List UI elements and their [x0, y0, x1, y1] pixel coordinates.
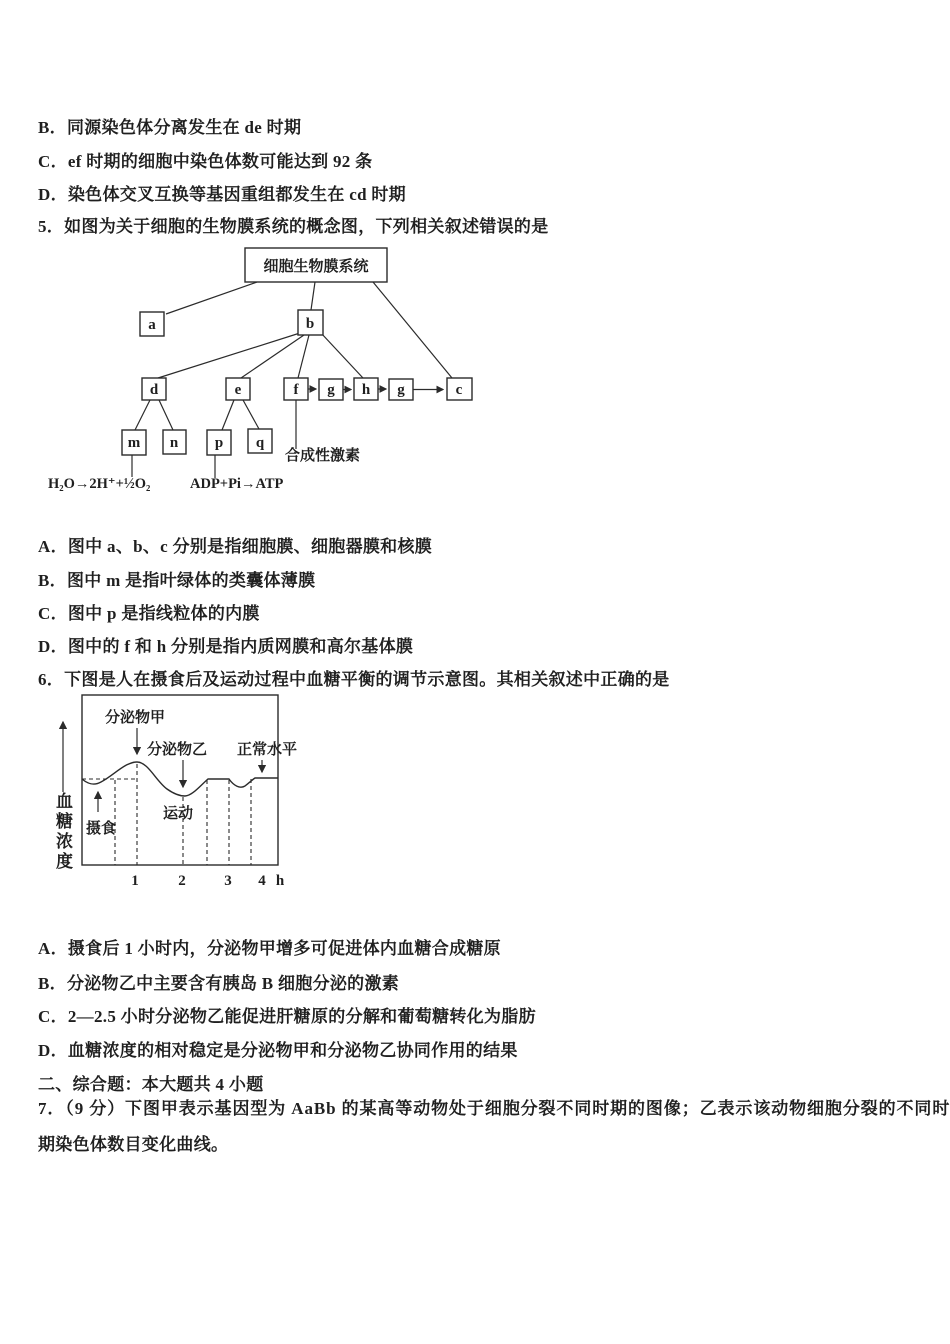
node-g1-label: g — [327, 382, 335, 398]
q4-option-c: C．ef 时期的细胞中染色体数可能达到 92 条 — [38, 152, 373, 171]
node-q-label: q — [255, 435, 265, 451]
node-n-label: n — [169, 435, 179, 451]
secretion-b-label: 分泌物乙 — [147, 742, 208, 758]
q5-option-c: C．图中 p 是指线粒体的内膜 — [38, 604, 260, 623]
section-2-header: 二、综合题：本大题共 4 小题 — [38, 1075, 264, 1094]
q4-option-b: B．同源染色体分离发生在 de 时期 — [38, 118, 302, 137]
atp-equation: ADP+Pi→ATP — [190, 476, 284, 492]
node-f-label: f — [293, 382, 299, 398]
node-h-label: h — [361, 382, 371, 398]
q5-option-d: D．图中的 f 和 h 分别是指内质网膜和高尔基体膜 — [38, 637, 414, 656]
q6-stem: 6．下图是人在摄食后及运动过程中血糖平衡的调节示意图。其相关叙述中正确的是 — [38, 670, 670, 689]
q5-stem: 5．如图为关于细胞的生物膜系统的概念图，下列相关叙述错误的是 — [38, 217, 549, 236]
q6-option-c: C．2—2.5 小时分泌物乙能促进肝糖原的分解和葡萄糖转化为脂肪 — [38, 1007, 536, 1026]
blood-sugar-graph — [40, 688, 320, 903]
y-axis-label: 血糖浓度 — [53, 792, 72, 872]
tick-2: 2 — [178, 873, 186, 889]
biomembrane-concept-diagram — [40, 246, 490, 498]
x-unit-label: h — [275, 873, 285, 889]
node-d-label: d — [149, 382, 159, 398]
q5-option-a: A．图中 a、b、c 分别是指细胞膜、细胞器膜和核膜 — [38, 537, 433, 556]
q6-option-d: D．血糖浓度的相对稳定是分泌物甲和分泌物乙协同作用的结果 — [38, 1041, 518, 1060]
tick-4: 4 — [258, 873, 266, 889]
tick-1: 1 — [131, 873, 139, 889]
blood-sugar-plot — [40, 688, 320, 903]
eating-label: 摄食 — [86, 821, 117, 837]
q7-stem-line-1: 7．（9 分）下图甲表示基因型为 AaBb 的某高等动物处于细胞分裂不同时期的图像；乙表示该动物细胞分裂的不同时 — [38, 1099, 950, 1118]
secretion-a-label: 分泌物甲 — [105, 710, 166, 726]
node-boxes — [122, 248, 472, 455]
node-m-label: m — [127, 435, 141, 451]
x-axis-tick-labels — [131, 873, 285, 889]
q4-option-d: D．染色体交叉互换等基因重组都发生在 cd 时期 — [38, 185, 406, 204]
node-e-label: e — [234, 382, 242, 398]
node-g2-label: g — [397, 382, 405, 398]
normal-level-label: 正常水平 — [237, 742, 298, 758]
q7-stem-line-2: 期染色体数目变化曲线。 — [38, 1135, 229, 1154]
q5-option-b: B．图中 m 是指叶绿体的类囊体薄膜 — [38, 571, 316, 590]
water-splitting-equation: H₂O→2H⁺+½O₂ — [48, 476, 151, 492]
q6-option-a: A．摄食后 1 小时内，分泌物甲增多可促进体内血糖合成糖原 — [38, 939, 501, 958]
node-a-label: a — [148, 317, 156, 333]
node-c-label: c — [455, 382, 463, 398]
root-node-label: 细胞生物膜系统 — [263, 259, 369, 275]
tick-3: 3 — [224, 873, 232, 889]
exercise-label: 运动 — [163, 806, 194, 822]
node-b-label: b — [305, 316, 315, 332]
hormone-label: 合成性激素 — [285, 448, 361, 464]
node-p-label: p — [214, 435, 224, 451]
q6-option-b: B．分泌物乙中主要含有胰岛 B 细胞分泌的激素 — [38, 974, 400, 993]
